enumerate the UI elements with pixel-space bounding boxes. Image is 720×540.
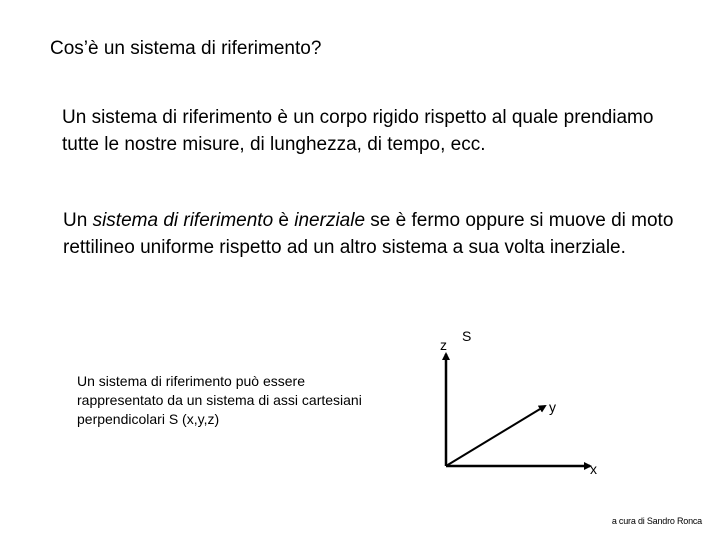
para2-text-3: se è fermo oppure si muove di moto rettilineo uniforme rispetto ad un altro sistema a sua volta inerziale. (63, 210, 674, 258)
y-axis-line (446, 406, 545, 466)
y-axis-label: y (549, 399, 556, 415)
slide-title: Cos’è un sistema di riferimento? (50, 38, 322, 59)
author-credit: a cura di Sandro Ronca (611, 516, 702, 526)
frame-label-s: S (462, 328, 472, 344)
para2-italic-term-2: inerziale (294, 210, 366, 231)
para2-text-2: è (273, 210, 295, 231)
definition-paragraph: Un sistema di riferimento è un corpo rigido rispetto al quale prendiamo tutte le nostre misure, di lunghezza, di tempo, ecc. (62, 107, 654, 155)
para2-text-1: Un (63, 210, 93, 231)
para2-italic-term-1: sistema di riferimento (92, 210, 274, 231)
x-axis-label: x (590, 461, 597, 477)
z-axis-label: z (440, 337, 447, 353)
diagram-caption: Un sistema di riferimento può essere rappresentato da un sistema di assi cartesiani perpendicolari S (x,y,z) (77, 373, 362, 427)
